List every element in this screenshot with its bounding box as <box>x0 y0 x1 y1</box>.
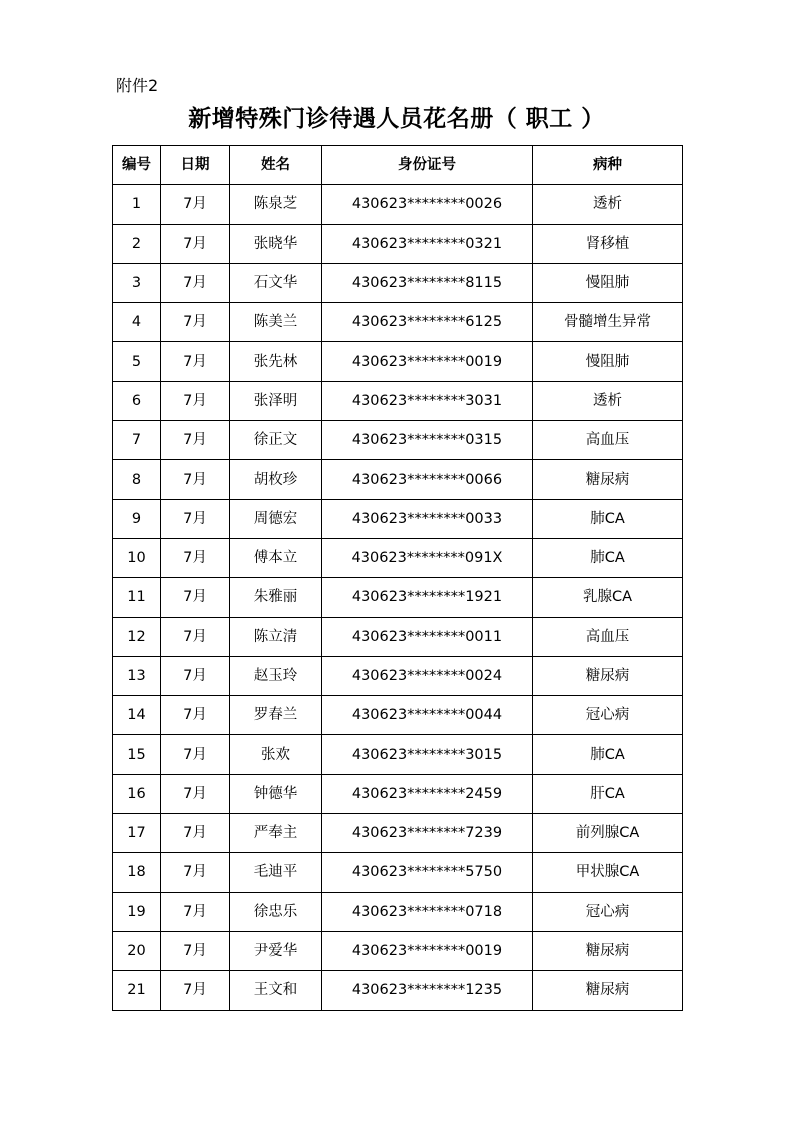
cell-disease: 甲状腺CA <box>533 853 683 892</box>
table-body <box>113 185 683 1010</box>
cell-name: 罗春兰 <box>230 696 322 735</box>
table-row <box>113 853 683 892</box>
cell-name: 傅本立 <box>230 538 322 577</box>
cell-name: 朱雅丽 <box>230 578 322 617</box>
cell-name: 严奉主 <box>230 814 322 853</box>
cell-number: 13 <box>113 656 161 695</box>
table-row <box>113 774 683 813</box>
cell-id-number: 430623********0066 <box>322 460 533 499</box>
cell-disease: 乳腺CA <box>533 578 683 617</box>
cell-name: 徐忠乐 <box>230 892 322 931</box>
cell-number: 9 <box>113 499 161 538</box>
cell-id-number: 430623********3015 <box>322 735 533 774</box>
cell-name: 张欢 <box>230 735 322 774</box>
cell-id-number: 430623********0024 <box>322 656 533 695</box>
cell-id-number: 430623********0033 <box>322 499 533 538</box>
cell-name: 石文华 <box>230 263 322 302</box>
cell-name: 赵玉玲 <box>230 656 322 695</box>
cell-number: 10 <box>113 538 161 577</box>
table-row <box>113 421 683 460</box>
cell-name: 陈美兰 <box>230 303 322 342</box>
cell-date: 7月 <box>161 735 230 774</box>
cell-number: 16 <box>113 774 161 813</box>
cell-disease: 前列腺CA <box>533 814 683 853</box>
cell-id-number: 430623********0321 <box>322 224 533 263</box>
cell-disease: 肝CA <box>533 774 683 813</box>
cell-id-number: 430623********0026 <box>322 185 533 224</box>
cell-disease: 肾移植 <box>533 224 683 263</box>
cell-number: 15 <box>113 735 161 774</box>
cell-date: 7月 <box>161 421 230 460</box>
cell-name: 毛迪平 <box>230 853 322 892</box>
cell-number: 1 <box>113 185 161 224</box>
table-row <box>113 656 683 695</box>
cell-id-number: 430623********3031 <box>322 381 533 420</box>
cell-id-number: 430623********0044 <box>322 696 533 735</box>
table-row <box>113 185 683 224</box>
cell-id-number: 430623********0718 <box>322 892 533 931</box>
cell-id-number: 430623********091X <box>322 538 533 577</box>
cell-number: 19 <box>113 892 161 931</box>
cell-name: 周德宏 <box>230 499 322 538</box>
cell-name: 徐正文 <box>230 421 322 460</box>
cell-number: 3 <box>113 263 161 302</box>
cell-id-number: 430623********7239 <box>322 814 533 853</box>
cell-id-number: 430623********0019 <box>322 342 533 381</box>
column-header-name: 姓名 <box>230 146 322 185</box>
cell-disease: 肺CA <box>533 735 683 774</box>
column-header-disease: 病种 <box>533 146 683 185</box>
cell-id-number: 430623********5750 <box>322 853 533 892</box>
table-header-row <box>113 146 683 185</box>
table-row <box>113 381 683 420</box>
cell-number: 8 <box>113 460 161 499</box>
cell-number: 12 <box>113 617 161 656</box>
cell-id-number: 430623********1921 <box>322 578 533 617</box>
cell-name: 张先林 <box>230 342 322 381</box>
cell-disease: 慢阻肺 <box>533 342 683 381</box>
cell-name: 王文和 <box>230 971 322 1010</box>
cell-disease: 慢阻肺 <box>533 263 683 302</box>
cell-date: 7月 <box>161 460 230 499</box>
cell-id-number: 430623********0315 <box>322 421 533 460</box>
cell-date: 7月 <box>161 774 230 813</box>
cell-number: 2 <box>113 224 161 263</box>
cell-date: 7月 <box>161 538 230 577</box>
cell-date: 7月 <box>161 381 230 420</box>
cell-date: 7月 <box>161 853 230 892</box>
cell-disease: 透析 <box>533 185 683 224</box>
cell-id-number: 430623********6125 <box>322 303 533 342</box>
cell-date: 7月 <box>161 696 230 735</box>
table-row <box>113 578 683 617</box>
table-row <box>113 342 683 381</box>
cell-id-number: 430623********1235 <box>322 971 533 1010</box>
cell-id-number: 430623********0011 <box>322 617 533 656</box>
cell-number: 4 <box>113 303 161 342</box>
table-row <box>113 460 683 499</box>
cell-name: 陈泉芝 <box>230 185 322 224</box>
cell-number: 21 <box>113 971 161 1010</box>
cell-date: 7月 <box>161 617 230 656</box>
cell-date: 7月 <box>161 578 230 617</box>
column-header-id-number: 身份证号 <box>322 146 533 185</box>
cell-disease: 肺CA <box>533 499 683 538</box>
cell-date: 7月 <box>161 814 230 853</box>
cell-date: 7月 <box>161 342 230 381</box>
table-row <box>113 892 683 931</box>
cell-date: 7月 <box>161 499 230 538</box>
table-row <box>113 538 683 577</box>
cell-number: 11 <box>113 578 161 617</box>
cell-disease: 冠心病 <box>533 892 683 931</box>
cell-name: 钟德华 <box>230 774 322 813</box>
attachment-label: 附件2 <box>116 76 159 95</box>
cell-number: 5 <box>113 342 161 381</box>
cell-number: 17 <box>113 814 161 853</box>
table-row <box>113 499 683 538</box>
column-header-date: 日期 <box>161 146 230 185</box>
cell-date: 7月 <box>161 303 230 342</box>
cell-date: 7月 <box>161 263 230 302</box>
table-row <box>113 696 683 735</box>
cell-name: 胡枚珍 <box>230 460 322 499</box>
table-row <box>113 735 683 774</box>
cell-disease: 肺CA <box>533 538 683 577</box>
cell-disease: 高血压 <box>533 421 683 460</box>
cell-disease: 骨髓增生异常 <box>533 303 683 342</box>
cell-number: 20 <box>113 931 161 970</box>
cell-name: 尹爱华 <box>230 931 322 970</box>
table-row <box>113 971 683 1010</box>
table-row <box>113 224 683 263</box>
cell-number: 14 <box>113 696 161 735</box>
cell-disease: 糖尿病 <box>533 460 683 499</box>
cell-disease: 糖尿病 <box>533 656 683 695</box>
table-row <box>113 931 683 970</box>
cell-name: 张晓华 <box>230 224 322 263</box>
cell-date: 7月 <box>161 931 230 970</box>
cell-disease: 高血压 <box>533 617 683 656</box>
page-title: 新增特殊门诊待遇人员花名册（ 职工 ） <box>188 105 605 132</box>
cell-date: 7月 <box>161 224 230 263</box>
table-row <box>113 814 683 853</box>
cell-date: 7月 <box>161 892 230 931</box>
cell-number: 7 <box>113 421 161 460</box>
cell-disease: 冠心病 <box>533 696 683 735</box>
cell-disease: 糖尿病 <box>533 931 683 970</box>
table-row <box>113 303 683 342</box>
roster-table <box>112 145 683 1011</box>
table-row <box>113 263 683 302</box>
cell-number: 6 <box>113 381 161 420</box>
cell-id-number: 430623********8115 <box>322 263 533 302</box>
cell-date: 7月 <box>161 971 230 1010</box>
cell-date: 7月 <box>161 656 230 695</box>
table-row <box>113 617 683 656</box>
cell-disease: 透析 <box>533 381 683 420</box>
column-header-number: 编号 <box>113 146 161 185</box>
cell-number: 18 <box>113 853 161 892</box>
cell-name: 张泽明 <box>230 381 322 420</box>
cell-name: 陈立清 <box>230 617 322 656</box>
cell-disease: 糖尿病 <box>533 971 683 1010</box>
cell-id-number: 430623********0019 <box>322 931 533 970</box>
cell-id-number: 430623********2459 <box>322 774 533 813</box>
cell-date: 7月 <box>161 185 230 224</box>
